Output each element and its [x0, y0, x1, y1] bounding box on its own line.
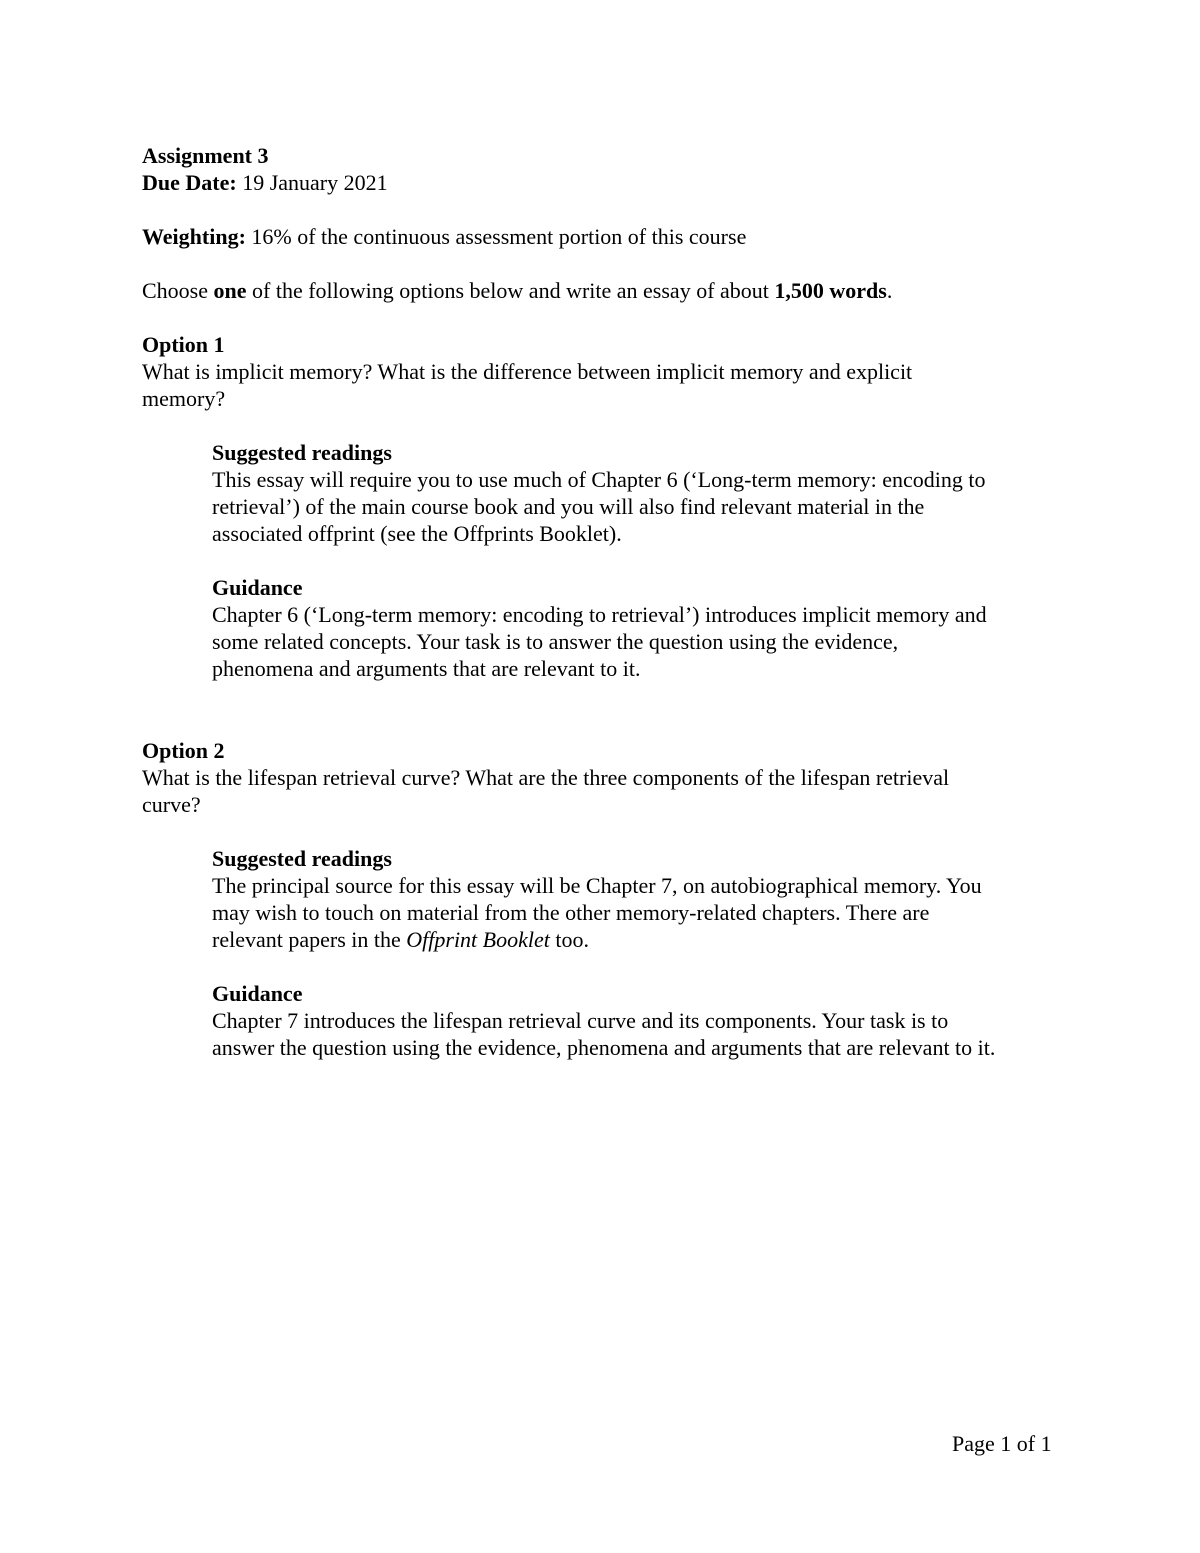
due-date — [142, 169, 1042, 196]
page-number: Page 1 of 1 — [952, 1431, 1052, 1456]
option-1-guidance-line: phenomena and arguments that are relevant to it. — [212, 656, 641, 681]
option-2-readings-text: too. — [549, 927, 589, 952]
weighting-label: Weighting: — [142, 224, 246, 249]
option-1-readings-line: retrieval’) of the main course book and you will also find relevant material in the — [212, 494, 925, 519]
assignment-title: Assignment 3 — [142, 143, 269, 168]
option-2-guidance-line: answer the question using the evidence, phenomena and arguments that are relevant to it. — [212, 1035, 996, 1060]
option-2-question — [142, 737, 1042, 818]
instructions-text-2: of the following options below and write an essay of about — [246, 278, 775, 303]
option-2-heading: Option 2 — [142, 738, 225, 763]
option-1-question-line: memory? — [142, 386, 226, 411]
option-2-readings — [212, 845, 1072, 953]
option-1-guidance-line: some related concepts. Your task is to answer the question using the evidence, — [212, 629, 899, 654]
option-1-heading: Option 1 — [142, 332, 225, 357]
instructions-emphasis-words: 1,500 words — [774, 278, 887, 303]
option-2-guidance-line: Chapter 7 introduces the lifespan retrieval curve and its components. Your task is to — [212, 1008, 949, 1033]
offprint-booklet-title: Offprint Booklet — [406, 927, 550, 952]
due-date-value: 19 January 2021 — [236, 170, 388, 195]
option-1-readings — [212, 439, 1072, 547]
instructions-emphasis-one: one — [213, 278, 247, 303]
option-1-guidance — [212, 574, 1072, 682]
option-2-question-line: curve? — [142, 792, 201, 817]
due-date-label: Due Date: — [142, 170, 237, 195]
option-2-readings-line: may wish to touch on material from the other memory-related chapters. There are — [212, 900, 930, 925]
option-2-question-line: What is the lifespan retrieval curve? What are the three components of the lifespan retrieval — [142, 765, 950, 790]
weighting-value: 16% of the continuous assessment portion of this course — [245, 224, 747, 249]
option-2-readings-text: relevant papers in the — [212, 927, 407, 952]
option-1-readings-line: associated offprint (see the Offprints Booklet). — [212, 521, 622, 546]
option-1-question-line: What is implicit memory? What is the difference between implicit memory and explicit — [142, 359, 913, 384]
assignment-header — [142, 142, 1042, 196]
option-1-guidance-heading: Guidance — [212, 575, 303, 600]
option-1-guidance-line: Chapter 6 (‘Long-term memory: encoding to retrieval’) introduces implicit memory and — [212, 602, 987, 627]
option-1-readings-line: This essay will require you to use much of Chapter 6 (‘Long-term memory: encoding to — [212, 467, 986, 492]
instructions-text-3: . — [886, 278, 893, 303]
option-1-question — [142, 331, 1042, 412]
instructions — [142, 277, 1042, 304]
option-2-readings-heading: Suggested readings — [212, 846, 392, 871]
option-2-guidance-heading: Guidance — [212, 981, 303, 1006]
instructions-text-1: Choose — [142, 278, 214, 303]
weighting — [142, 223, 1042, 250]
option-1-readings-heading: Suggested readings — [212, 440, 392, 465]
option-2-readings-line — [212, 926, 1072, 953]
option-2-guidance — [212, 980, 1072, 1061]
option-2-readings-line: The principal source for this essay will be Chapter 7, on autobiographical memory. You — [212, 873, 982, 898]
